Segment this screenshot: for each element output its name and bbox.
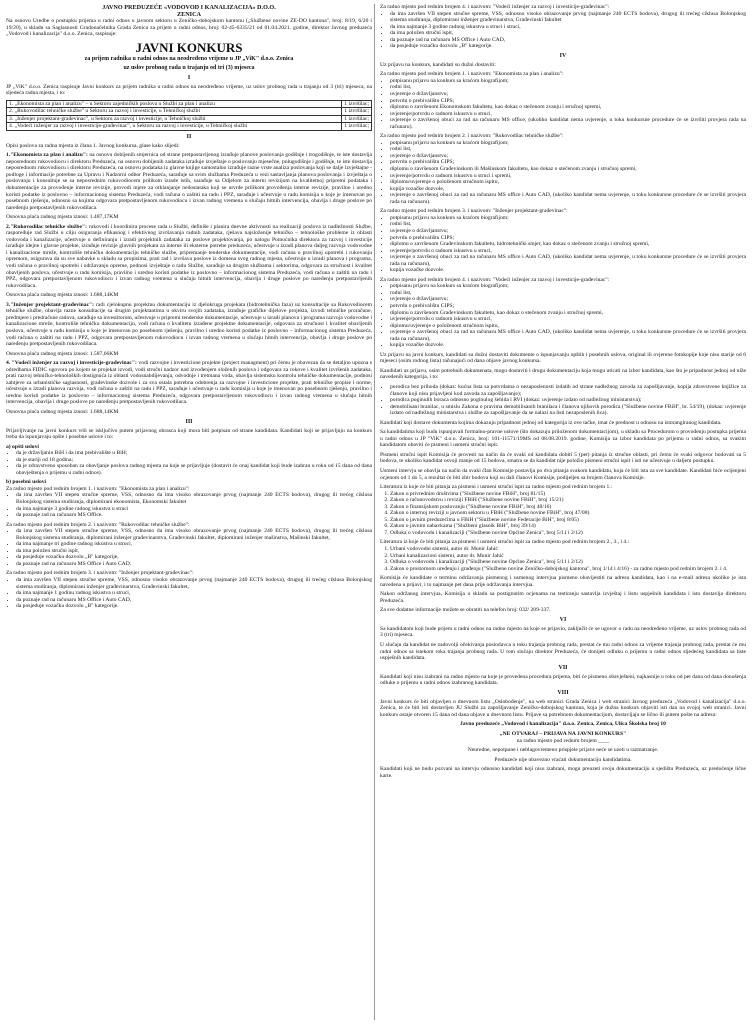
general-conditions-title: a) opšti uslovi bbox=[6, 443, 39, 450]
list-item: • da ima najmanje 3 godine radnog iskustva u struci i struci, bbox=[390, 24, 746, 31]
list-item: 1. Urbani vodovodni sistemi, autor dr. Munir Jahić bbox=[390, 546, 746, 553]
position-label: 4. „Vodeći inženjer za razvoj i investicije-građevinac", u Sektoru za razvoj i investicije, u Tehničkoj službi bbox=[7, 123, 342, 131]
list-item: • da ima najmanje 3 godine radnog iskustva u struci bbox=[16, 506, 372, 513]
paragraph: Neuredne, nepotpune i neblagovremeno prispjele prijave neće se uzeti u razmatranje. bbox=[467, 747, 659, 754]
documents-group-heading: Za radno mjesto pod rednim brojem 4. i nazivom: "Vodeći inženjer za razvoj i investicije-građevinac": bbox=[380, 276, 610, 283]
list-item: • da je stariji od 18 godina; bbox=[16, 457, 372, 464]
categories-list bbox=[380, 384, 746, 417]
positions-table bbox=[6, 100, 372, 131]
section-numeral-3: III bbox=[185, 418, 193, 425]
list-item: • uvjerenje o državljanstvu; bbox=[390, 153, 746, 160]
list-item: • potpisanu prijavu na konkurs sa kraćom biografijom; bbox=[390, 215, 746, 222]
company-city: ZENICA bbox=[176, 11, 202, 18]
position-row bbox=[7, 100, 372, 108]
special-group-list bbox=[6, 492, 372, 518]
list-item: • da ima završen VII stepen stručne spreme, VSS, odnosno da ima visoko obrazovanje prvog (najmanje 240 ECTS bodova), drugog ili trećeg ciklusa Bolonjskog sistema studiranja, diplomirani inženjer građevinarstva, Građevinski fakultet, diplomirani inženjer mašinstva, Mašinski fakultet, bbox=[16, 528, 372, 541]
section-numeral-8: VIII bbox=[557, 689, 569, 696]
list-item: 1. Zakon o privrednim društvima ("Službene novine FBiH", broj 81/15) bbox=[390, 491, 746, 498]
position-label: 1. „Ekonomista za plan i analizu" – u Sektoru zajedničkih poslova u Službi za plan i analizu bbox=[7, 100, 342, 108]
literature-intro: Literatura iz koje će biti pitanja za pismeni i usmeni stručni ispit za radno mjesto pod rednim brojem 1.: bbox=[380, 484, 613, 491]
list-item: • uvjerenje/potvrdu o radnom iskustvu u struci, bbox=[390, 111, 746, 118]
list-item: • rodni list, bbox=[390, 146, 746, 153]
paragraph: Usmeni intervju se obavlja na način da svaki član Komisije postavlja po dva pitanja svakom kandidatu, koja će biti ista za sve kandidate. Kandidati biće ocijenjeni ocjenom od 1 do 5, a rezultat će biti zbir bodova koji su dali članovi Komisije, podijeljen sa brojem članova Komisije. bbox=[380, 468, 746, 481]
list-item: • da je državljanin BiH i da ima prebivalište u BiH; bbox=[16, 450, 372, 457]
job-salary: Osnovna plaća radnog mjesta iznosi: 1.688,14KM bbox=[6, 292, 119, 299]
special-group-list bbox=[380, 11, 746, 50]
special-group-list bbox=[6, 577, 372, 610]
list-item: • da posjeduje vozačku dozvolu „B" kategorije, bbox=[16, 554, 372, 561]
section-numeral-1: I bbox=[187, 74, 191, 81]
list-item: • potvrdu o prebivalištu CIPS; bbox=[390, 98, 746, 105]
paragraph: Sa kandidatima koji budu ispunjavali formalno-pravne uslove (što dokazuju priloženom dokumentacijom), u skladu sa Procedurom o provođenju postupka prijema u radni odnos u JP "ViK" d.o.o. Zenica, broj: 101-11571/19MS od 08.08.2019. godine, Komisija za izbor kandidata po prijemu u radni odnos, sa svakim kandidatom obaviti će pismeni i usmeni stručni ispit. bbox=[380, 429, 746, 449]
general-conditions-list bbox=[6, 450, 372, 476]
list-item: • uvjerenje/potvrdu o radnom iskustvu u struci i spremi, bbox=[390, 173, 746, 180]
job-salary: Osnovna plaća radnog mjesta iznosi: 1.587,66KM bbox=[6, 350, 119, 357]
paragraph: Sa kandidatom koji bude prijem u radni odnos na radno mjesto na koje se prijavio, zaključit će se ugovor o radu na neodređeno vrijeme, uz uslov probnog rada od 3 (tri) mjeseca. bbox=[380, 625, 746, 639]
list-item: • uvjerenje o državljanstvu; bbox=[390, 91, 746, 98]
position-count: 1 izvršilac; bbox=[342, 123, 372, 131]
paragraph: Kandidati uz prijavu, osim potrebnih dokumenata, mogu dostaviti i drugu dokumentaciju koja mogu uticati na izbor kandidata, kao što je pripadnost jednoj od niže navedenih kategorija, i to: bbox=[380, 367, 746, 381]
list-item: • da je zdravstveno sposoban za obavljanje poslova radnog mjesta na koje se prijavljuje (dostavit će onaj kandidat koji bude izabran u roku od 15 dana od dana obavještenja o prijemu u radni odnos). bbox=[16, 463, 372, 476]
list-item: • uvjerenje o završenoj obuci za rad na računaru MS office i Auto CAD, (ukoliko kandidat nema uvjerenje, u toku konkursne procedure će se izvršiti provjera rada na računaru). bbox=[390, 192, 746, 205]
list-item: 2. Urbani kanalizacioni sistemi, autor dr. Munir Jahić bbox=[390, 553, 746, 560]
list-item: 5. Zakon o javnim preduzećima u FBiH ("Službene novine Federacije BiH", broj 8/05) bbox=[390, 517, 746, 524]
list-item: • uvjerenje o završenoj obuci za rad na računaru MS office, (ukoliko kandidat nema uvjerenje, u toku konkursne procedure će se izvršiti provjera rada na računaru). bbox=[390, 117, 746, 130]
list-item: • uvjerenje/potvrdu o radnom iskustvu u struci, bbox=[390, 248, 746, 255]
documents-list bbox=[380, 140, 746, 205]
position-count: 1 izvršilac; bbox=[342, 100, 372, 108]
section-numeral-2: II bbox=[186, 133, 192, 140]
list-item: • diplomu/uvjerenje o položenom stručnom ispitu, bbox=[390, 323, 746, 330]
intro-paragraph: Na osnovu Uredbe o postupku prijema u radni odnos u javnom sektoru u Zeničko-dobojskom kantonu („Službene novine ZE-DO kantona", broj: 8/19, 6/20 i 19/20), u skladu sa Saglasnosti Gradonačelnika Grada Zenica za prijem u radni odnos, broj: 02-45-6335/21 od 01.04.2021. godine, direktor Javnog preduzeća „Vodovod i kanalizacija" d.o.o. Zenica, raspisuje: bbox=[6, 18, 372, 38]
job-description bbox=[6, 152, 372, 211]
list-item: • uvjerenje o državljanstvu; bbox=[390, 296, 746, 303]
list-item: 7. Odluka o vodovodu i kanalizaciji ("Službene novine Općine Zenica", broj 5/11 i 2/12) bbox=[390, 530, 746, 537]
list-item: • potpisanu prijavu na konkurs sa kraćom biografijom; bbox=[390, 283, 746, 290]
list-item: • rodni list, bbox=[390, 221, 746, 228]
job-salary: Osnovna plaća radnog mjesta iznosi: 1.688,14KM bbox=[6, 408, 119, 415]
special-group-heading: Za radno mjesto pod rednim brojem 2. i nazivom: "Rukovodilac tehničke službe": bbox=[6, 521, 190, 528]
job-description bbox=[6, 224, 372, 289]
documents-list bbox=[380, 78, 746, 130]
list-item: • porodica bez prihoda (dokaz: kućna lista sa potvrdama o nezaposlenosti izdatih od strane nadležnog zavoda za zapošljavanje, kopija zdravstvene knjižice za članove koji nisu prijavljeni kod zavoda za zapošljavanje); bbox=[390, 384, 746, 397]
list-item: 3. Odluka o vodovodu i kanalizaciji ("Službene novine Općine Zenica", broj 5/11 i 2/12) bbox=[390, 559, 746, 566]
literature-intro: Literatura iz koje će biti pitanja za pismeni i usmeni stručni ispit za radno mjesto pod rednim brojem 2., 3., i 4.: bbox=[380, 539, 630, 546]
literature-list-2 bbox=[380, 546, 746, 572]
list-item: • da poznaje rad na računaru MS Office i Auto CAD, bbox=[16, 597, 372, 604]
special-group-heading: Za radno mjesto pod rednim brojem 1. i nazivom: "Ekonomista za plan i analizu": bbox=[6, 485, 190, 492]
list-item: • da ima najmanje tri godine radnog iskustva u struci, bbox=[16, 541, 372, 548]
list-item: • diplomu o završenom Građevinskom fakultetu, hidrotehnički smjer, kao dokaz o stečenom zvanju i stručnoj spremi, bbox=[390, 241, 746, 248]
list-item: • potvrdu o prebivalištu CIPS; bbox=[390, 159, 746, 166]
list-item: • kopija vozačke dozvole, bbox=[390, 186, 746, 193]
documents-group-heading: Za radno mjesto pod rednim brojem 1. i nazivom: "Ekonomista za plan i analizu": bbox=[380, 71, 564, 78]
list-item: • da posjeduje vozačku dozvolu „B" kategorije. bbox=[16, 603, 372, 610]
position-label: 2. „Rukovodilac tehničke službe" u Sektoru za razvoj i investicije, u Tehničkoj službi bbox=[7, 108, 342, 116]
job-title: 2."Rukovodilac tehničke službe": bbox=[6, 223, 87, 230]
list-item: 4. Zakon o internoj reviziji u javnom sektoru u FBiH ("Službene novine FBiH", broj 47/08) bbox=[390, 510, 746, 517]
section-3-intro: Prijavljivanje na javni konkurs vrši se isključivo putem prijavnog obrasca koji mora biti potpisan od strane kandidata. Kandidati koji se prijavljuju na konkurs treba da ispunjavaju opšte i posebne uslove i to: bbox=[6, 427, 372, 441]
special-group-list bbox=[6, 528, 372, 567]
documents-list bbox=[380, 215, 746, 274]
list-item: • da poznaje rad na računaru MS Office i Auto CAD, bbox=[390, 37, 746, 44]
position-row bbox=[7, 108, 372, 116]
list-item: • potvrdu o prebivalištu CIPS; bbox=[390, 235, 746, 242]
paragraph: Za sve dodatne informacije možete se obratiti na telefon broj: 032/ 209-337. bbox=[380, 607, 551, 614]
list-item: • rodni list, bbox=[390, 290, 746, 297]
list-item: • da posjeduje vozačku dozvolu „B" kategorije. bbox=[390, 43, 746, 50]
section-1-text: JP „ViK" d.o.o. Zenica raspisuje Javni konkurs za prijem radnika u radni odnos na neodređeno vrijeme, uz uslov probnog rada u trajanju od 3 (tri) mjeseca, na sljedeća radna mjesta, i to: bbox=[6, 83, 372, 97]
document-subtitle-2: uz uslov probnog rada u trajanju od tri (3) mjeseca bbox=[123, 64, 255, 71]
list-item: • potpisanu prijavu na konkurs sa kraćom biografijom; bbox=[390, 140, 746, 147]
job-text: radi cjelokupnu projektnu dokumentaciju iz djelokruga projekata (hidrotehnička faza) uz konsultacije sa Rukovodiocem tehničke službe, obavlja razne konsultacije sa drugim projektantima u okviru svojih zadataka, izrađuje grafičke dijelove projekta, izvodi tehničke proračune, predmjere i predračune radova, sarađuje sa investitorom, učestvuje u pripremi tenderske dokumentacije, učestvuje u izradi planova i programa razvoja vodovodne i kanalizacione mreže, kontroliše tehničku dokumentaciju, vodi računa o kvalitetu izrađene projektne dokumentacije, odgovara za stručnost i kvalitet obavljenih poslova, učestvuje u radu komisija u koje je imenovan po posebnom rješenju, pravilno i uredno koristi podatke iz poslovno – informacionog sistema Preduzeća, vodi računa o zaštiti na radu i PPZ, odgovara pretpostavljenom rukovodiocu i izvan radnog vremena u slučaju hitnih intervencija, obavlja i druge poslove po naređenju pretpostavljenih rukovodilaca. bbox=[6, 301, 373, 348]
section-4-intro: Uz prijavu na konkurs, kandidati su dužni dostaviti: bbox=[380, 61, 496, 68]
documents-list bbox=[380, 283, 746, 348]
column-divider bbox=[374, 4, 375, 1020]
list-item: • uvjerenje/potvrdu o radnom iskustvu u struci, bbox=[390, 316, 746, 323]
job-salary: Osnovna plaća radnog mjesta iznosi: 1.487,17KM bbox=[6, 214, 119, 221]
paragraph: Kandidati koji ne budu pozvani na intervju odnosno kandidati koji nisu izabrani, mogu preuzeti svoju dokumentaciju u sjedištu Preduzeća, uz predočenje lične karte. bbox=[380, 766, 746, 779]
list-item: • da ima završen VII stepen stručne spreme, VSS, odnosno visoko obrazovanje prvog (najmanje 240 ECTS bodova), drugog ili trećeg ciklusa Bolonjskog sistema studiranja, diplomirani inženjer građevinarstva, Građevinski fakultet bbox=[390, 11, 746, 24]
left-column bbox=[6, 4, 372, 613]
paragraph: Komisija će kandidate o terminu održavanja pismenog i usmenog intervjua pismeno obavijestiti na adresu kandidata, kao i na e-mail adresu ukoliko je ista navedena u prijavi, i to najmanje pet dana prije održavanja intervjua. bbox=[380, 575, 746, 588]
job-text: na osnovu dobijenih smjernica od strane pretpostavljenog izrađuje planove poslovanja godišnje i trogodišnje, te iste dostavlja neposrednom rukovodiocu i direktoru Preduzeća, na osnovu dobijenih zadataka izrađuje izvještaje o poslovanju mjesečne, polugodišnje i godišnje, te iste dostavlja neposrednom rukovodiocu i direktoru Preduzeća, na osnovu podataka iz glavne knjige samostalno izrađuje razne vrste analiza poslovanja koji se dalje izvještajne - podloge i informacije potrebne za Upravu i Nadzorni odbor Preduzeća, sarađuje sa svim službama Preduzeća u vezi sastavljanja planova poslovanja i izvještaja o poslovanju i konsultuje se sa neposrednim rukovodiocem prilikom izrade istih, sarađuje sa Odjelom za interni revizijom na kvalitetnoj pripremi podataka i dokumentacije za provođenje interne revizije, provodi mjere za otklanjanje nedostataka koji se utvrde prilikom provođenja interne revizije, pravilno i uredno koristi podatke iz poslovno – informacionog sistema Preduzeća, vodi računa o zaštiti na radu i PPZ, sarađuje i učestvuje u radu komisija u koje je imenovan po posebnom rješenju, odnosno sa kojima odgovara pretpostavljenom rukovodiocu i izvan radnog vremena u slučaju hitnih intervencija, obavlja i druge poslove po naređenju pretpostavljenih rukovodilaca. bbox=[6, 152, 372, 211]
list-item: • diplomu/uvjerenje o položenom stručnom ispitu, bbox=[390, 179, 746, 186]
job-title: 3."Inženjer projektant-građevinac": bbox=[6, 301, 95, 308]
job-text: vodi razvojne i investicione projekte (project managment) pri čemu je obavezan da se detaljno upozna s odredbama FIDIC ugovora po kojem se projekat izvodi, vodi stručni nadzor nad izvođenjem složenih poslova i odgovara za rokove i kvalitet izvršenih zadataka, prati razvoj tehničko-tehnoloških dostignuća iz oblasti vodosnabdijevanja, odvodnje i tretmana voda, obavlja sistemsku kontrolu tehničke dokumentacije, podnosi zahtjeve za urbanističke saglasnosti, građevinske dozvole i za sva ostala potrebna odobrenja za razvojne i investicione projekte, prati tehničke propise i norme, učestvuje u izradi planova razvoja, vodi računa o zaštiti na radu i PPZ, sarađuje i učestvuje u radu komisija u koje je imenovan po posebnom rješenju, pravilno i uredno koristi podatke iz poslovno – informacionog sistema Preduzeća, odgovara pretpostavljenom rukovodiocu i izvan radnog vremena u slučaju hitnih intervencija, obavlja i druge poslove po naređenju pretpostavljenih rukovodilaca. bbox=[6, 360, 372, 406]
list-item: • rodni list, bbox=[390, 84, 746, 91]
position-count: 1 izvršilac; bbox=[342, 115, 372, 123]
documents-group-heading: Za radno mjesto pod rednim brojem 2. i nazivom: "Rukovodilac tehničke službe": bbox=[380, 133, 564, 140]
list-item: 2. Zakon o računovodstvu i reviziji FBiH ("Službene novine FBiH", broj 15/21) bbox=[390, 497, 746, 504]
position-count: 1 izvršilac; bbox=[342, 108, 372, 116]
documents-group-heading: Za radno mjesto pod rednim brojem 3. i nazivom: "Inženjer projektant-građevinac": bbox=[380, 208, 568, 215]
special-group-heading: Za radno mjesto pod rednim brojem 4. i nazivom: "Vodeći inženjer za razvoj i investicije-građevinac": bbox=[380, 4, 610, 10]
envelope-label: „NE OTVARAJ – PRIJAVA NA JAVNI KONKURS" bbox=[499, 730, 627, 737]
document-title: JAVNI KONKURS bbox=[135, 39, 243, 55]
job-title: 4. "Vodeći inženjer za razvoj i investicije-građevinac": bbox=[6, 360, 137, 367]
company-name: JAVNO PREDUZEĆE «VODOVOD I KANALIZACIJA» D.O.O. bbox=[102, 4, 276, 11]
position-row bbox=[7, 115, 372, 123]
list-item: • potpisanu prijavu na konkurs sa kraćom biografijom; bbox=[390, 78, 746, 85]
paragraph: Nakon održanog intervjua, Komisija u skladu sa postignutim ocjenama na testiranju sastavlja izvještaj i listu uspješnih kandidata i isto dostavlja direktoru Preduzeća. bbox=[380, 591, 746, 604]
position-label: 3. „Inženjer projektant-građevinac", u Sektoru za razvoj i investicije, u Tehničkoj službi bbox=[7, 115, 342, 123]
special-group-heading: Za radno mjesto pod rednim brojem 3. i nazivom: "Inženjer projektant-građevinac": bbox=[6, 570, 194, 577]
list-item: • uvjerenje o završenoj obuci za rad na računaru MS office i Auto CAD, (ukoliko kandidat nema uvjerenje, u toku konkursne procedure će se izvršiti provjera rada na računaru), bbox=[390, 329, 746, 342]
job-description bbox=[6, 302, 372, 348]
document-subtitle-1: za prijem radnika u radni odnos na neodređeno vrijeme u JP „ViK" d.o.o. Zenica bbox=[84, 55, 294, 62]
list-item: • da ima završen VII stepen stručne spreme, VSS, odnosno visoko obrazovanje prvog (najmanje 240 ECTS bodova), drugog ili trećeg ciklusa Bolonjskog sistema studiranja, diplomirani inženjer građevinarstva, Građevinski fakultet, bbox=[16, 577, 372, 590]
list-item: • diplomu o završenom Građevinskom fakultetu, kao dokaz o stečenom zvanju i stručnoj spremi, bbox=[390, 310, 746, 317]
paragraph: Kandidati koji nisu izabrani na radno mjesto na koje je provedena procedura prijema, biti će pismeno obavješteni, najkasnije u roku od pet dana od dana donošenja odluke o prijemu u radni odnos izabranog kandidata. bbox=[380, 673, 746, 687]
list-item: • diplomu o završenom Ekonomskom fakultetu, kao dokaz o stečenom zvanju i stručnoj spremi, bbox=[390, 104, 746, 111]
section-numeral-4: IV bbox=[559, 52, 567, 59]
list-item: • kopija vozačke dozvole. bbox=[390, 267, 746, 274]
paragraph: Preduzeće nije obavezno vraćati dokumentaciju kandidatima. bbox=[494, 756, 632, 763]
list-item: • uvjerenje o završenoj obuci za rad na računaru MS office i Auto CAD, (ukoliko kandidat nema uvjerenje, u toku konkursne procedure će se izvršiti provjera rada na računaru), bbox=[390, 254, 746, 267]
list-item: • potvrdu o prebivalištu CIPS; bbox=[390, 303, 746, 310]
list-item: • kopija vozačke dozvole. bbox=[390, 342, 746, 349]
list-item: • da poznaje rad na računaru MS Office. bbox=[16, 512, 372, 519]
paragraph: U slučaju da kandidat ne zadovolji očekivanja poslodavca u toku trajanja probnog rada, prestat će mu radni odnos za vrijeme trajanja probnog rada, prestat će mu radni odnos sa istekom roka trajanja probnog rada. U tom slučaju direktor Preduzeća, će donijeti odluku o prijemu u radni odnos sljedećeg kandidata sa liste uspješnih kandidata. bbox=[380, 642, 746, 662]
list-item: 3. Zakon o finansijskom poslovanju ("Službene novine FBiH", broj 48/16) bbox=[390, 504, 746, 511]
section-numeral-6: VI bbox=[559, 616, 567, 623]
job-description bbox=[6, 360, 372, 406]
list-item: • porodica poginulih boraca odnosno poginulog šehida i RVI (dokaz: uvjerenje izdato od nadležnog ministarstva); bbox=[390, 397, 746, 404]
list-item: 6. Zakon o javnim nabavkama ("Službeni glasnik BiH", broj 39/14) bbox=[390, 523, 746, 530]
job-text: rukovodi i koordinira procese rada u Službi, definiše i planira dnevne aktivnosti na realizaciji poslova iz nadležnosti Službe, raspoređuje rad Službi u cilju osiguranja efikasnog i efektivnog izvršavanja radnih zadataka, rješava najsloženije tehničko – tehnološke probleme iz oblasti vodovoda i kanalizacije, učestvuje u definiranju i izradi projektnih zadataka za poslove projektovanja, po nalogu Pomoćnika direktora za razvoj i investicije izrađuje idejne i glavne projekte, izrađuje revizije glavnih projekata za interne ili eksterne potrebe preduzeća, učestvuje u izradi planova daljeg razvoja vodovodne i kanalizacione mreže, kontroliše tehničku dokumentaciju tehničke službe, pripremanje tenderske dokumentacije, vodi računa o pravilnoj upotrebi i rukovanju opremom, osigurava da su sve nabavke u skladu sa propisima, prati rad i izvršava poslove iz domena svog radnog mjesta, učestvuje u izradi planova i programa, vodi računa o pravilnoj upotrebi i održavanju opreme, podnosi izvještaje o radu Službe, sarađuje sa drugim službama i sektorima, odgovara za stručnost i kvalitet obavljenih poslova, učestvuje u radu komisija, pravilno i uredno koristi podatke iz poslovno – informacionog sistema Preduzeća, vodi računa o zaštiti na radu i PPZ, odgovara pretpostavljenom rukovodiocu i izvan radnog vremena u slučaju hitnih intervencija, obavlja i druge poslove po naređenju pretpostavljenih rukovodilaca. bbox=[6, 223, 372, 289]
paragraph: Pismeni stručni ispit Komisija će provesti na način da će svaki od kandidata dobiti 5 (pet) pitanja iz stručne oblasti, pri čemu će svaki odgovor bodovati sa 5 bodova, te ukoliko kandidat osvoji manje od 15 bodova, smatra se da kandidat nije položio pismeni stručni ispit i isti ne učestvuje u daljem postupku. bbox=[380, 451, 746, 465]
section-numeral-7: VII bbox=[558, 664, 568, 671]
job-title: 1."Ekonomista za plan i analizu": bbox=[6, 152, 88, 159]
envelope-position-line: na radno mjesto pod rednim brojem ____ bbox=[516, 737, 610, 744]
list-item: • da poznaje rad na računaru MS Office i Auto CAD. bbox=[16, 561, 372, 568]
application-address: Javno preduzeće „Vodovod i kanalizacija" d.o.o. Zenica, Zenica, Ulica Školska broj 10 bbox=[460, 721, 666, 728]
list-item: • diplomu o završenom Građevinskom ili Mašinskom fakultetu, kao dokaz o stečenom zvanju i stručnoj spremi, bbox=[390, 166, 746, 173]
list-item: • uvjerenje o državljanstvu; bbox=[390, 228, 746, 235]
paragraph: Kandidati koji dostave dokumenta kojima dokazuju pripadnost jednoj od kategorija iz ove tačke, imat će prednost u odnosu na istorangiranog kandidata. bbox=[380, 419, 722, 426]
literature-list-1 bbox=[380, 491, 746, 537]
paragraph: Uz prijavu na javni konkurs, kandidati su dužni dostaviti dokumente o ispunjavanju opštih i posebnih uslova, original ili ovjerene fotokopije koje nisu starije od 6 mjeseci (osim rodnog lista) računajući od dana objave javnog konkursa. bbox=[380, 351, 746, 365]
list-item: • demobilisani branilac, u smislu Zakona o pravima demobilisanih branilaca i članova njihovih porodica ("Službene novine FBiH", br. 54/19), (dokaz: uvjerenje izdato od nadležnog ministarstva i službe za zapošljavanje da se nalazi na listi nezaposlenih lica). bbox=[390, 404, 746, 417]
position-row bbox=[7, 123, 372, 131]
paragraph: Javni konkurs će biti objavljen u dnevnom listu „Oslobođenje", na web stranici Grada Zenica i web stranici Javnog preduzeća „Vodovod i kanalizacija" d.o.o. Zenica, te će biti isti dostavljen JU Službi za zapošljavanje Zeničko-dobojskog kantona, koja je dužna konkurs objaviti isti dan na svojoj web stranici. Javni konkurs ostaje otvoren 15 dana od dana objave u dnevnom listu. Prijave sa potrebnom dokumentacijom, dostavljaju se lično ili putem pošte na adresu: bbox=[380, 698, 746, 718]
special-conditions-title: b) posebni uslovi bbox=[6, 479, 47, 486]
list-item: • da ima najmanje 1 godinu radnog iskustva u struci, bbox=[16, 590, 372, 597]
section-2-intro: Opisi poslova za radna mjesta iz člana 1. Javnog konkursa, glase kako slijedi: bbox=[6, 142, 180, 149]
list-item: 4. Zakon o prostornom uređenju i građenju ("Službene novine Zeničko-dobojskog kantona", broj 1/14 i 4/16) - za radno mjesto pod rednim brojem 2. i 4. bbox=[390, 566, 746, 573]
list-item: • da ima položen stručni ispit, bbox=[390, 30, 746, 37]
right-column bbox=[380, 4, 746, 782]
list-item: • da ima položen stručni ispit, bbox=[16, 548, 372, 555]
list-item: • da ima završen VII stepen stručne spreme, VSS, odnosno da ima visoko obrazovanje prvog (najmanje 240 ECTS bodova), drugog ili trećeg ciklusa Bolonjskog sistema studiranja, diplomirani ekonomista, Ekonomski fakultet bbox=[16, 492, 372, 505]
